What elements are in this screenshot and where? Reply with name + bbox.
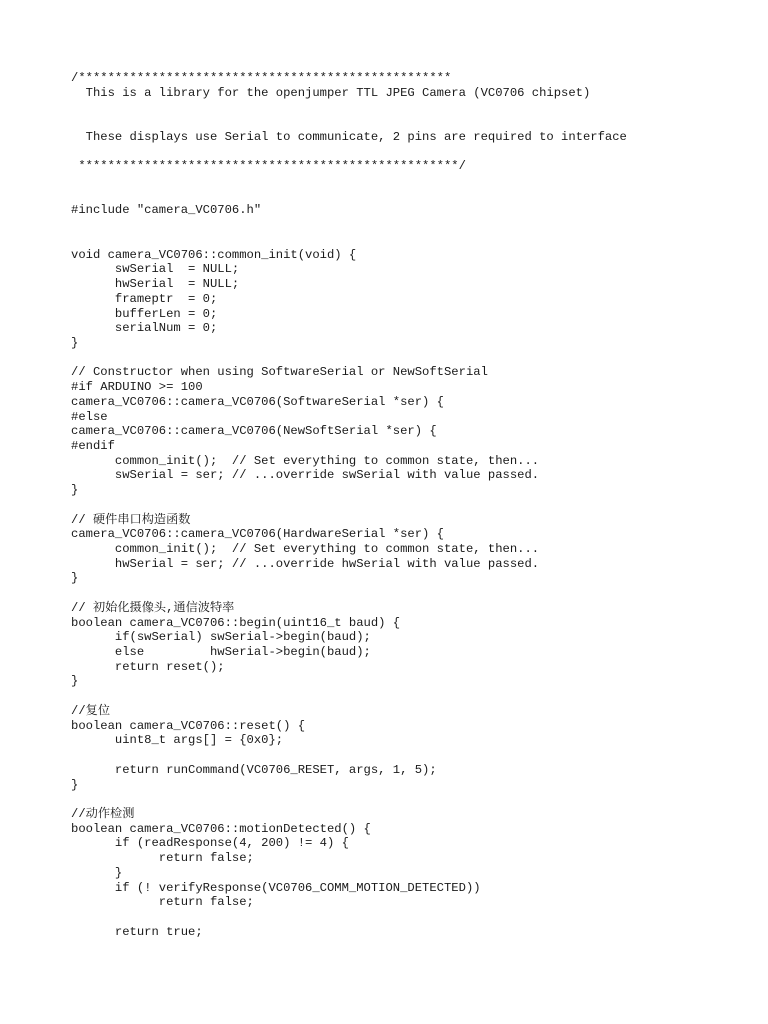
code-line: ****************************************************/ xyxy=(71,159,466,174)
code-line: return false; xyxy=(71,895,254,910)
code-line xyxy=(71,498,627,513)
code-line: } xyxy=(71,865,123,880)
code-line: #endif xyxy=(71,438,115,453)
code-line: return true; xyxy=(71,924,203,939)
code-line: common_init(); // Set everything to common state, then... xyxy=(71,542,540,556)
code-line: frameptr = 0; xyxy=(71,291,218,306)
code-line: uint8_t args[] = {0x0}; xyxy=(71,733,284,748)
code-line: return runCommand(VC0706_RESET, args, 1, 5); xyxy=(71,762,437,777)
code-line xyxy=(71,100,627,115)
code-line: //动作检测 xyxy=(71,806,135,821)
code-line: } xyxy=(71,335,79,350)
code-line: } xyxy=(71,483,79,498)
code-line: boolean camera_VC0706::begin(uint16_t baud) { xyxy=(71,615,401,630)
code-line: void camera_VC0706::common_init(void) { xyxy=(71,247,357,262)
code-line xyxy=(71,233,627,248)
code-line xyxy=(71,115,627,130)
code-line: else hwSerial->begin(baud); xyxy=(71,645,371,660)
code-line xyxy=(71,910,627,925)
code-line xyxy=(71,586,627,601)
code-line: hwSerial = ser; // ...override hwSerial with value passed. xyxy=(71,556,540,571)
code-line: // Constructor when using SoftwareSerial or NewSoftSerial xyxy=(71,365,488,380)
code-line: common_init(); // Set everything to common state, then... xyxy=(71,453,540,468)
code-line xyxy=(71,351,627,366)
code-line: if (! verifyResponse(VC0706_COMM_MOTION_DETECTED)) xyxy=(71,880,481,895)
code-line: #else xyxy=(71,409,108,424)
code-line: return false; xyxy=(71,851,254,866)
code-line: #include "camera_VC0706.h" xyxy=(71,203,262,218)
code-line: if(swSerial) swSerial->begin(baud); xyxy=(71,630,371,645)
code-line xyxy=(71,218,627,233)
code-line xyxy=(71,748,627,763)
code-line: // 初始化摄像头,通信波特率 xyxy=(71,600,235,615)
code-line xyxy=(71,145,627,160)
code-line: //复位 xyxy=(71,703,111,718)
code-line xyxy=(71,189,627,204)
code-line xyxy=(71,792,627,807)
code-line xyxy=(71,174,627,189)
code-line: } xyxy=(71,571,79,586)
code-line: } xyxy=(71,777,79,792)
code-line: boolean camera_VC0706::reset() { xyxy=(71,718,306,733)
code-line: boolean camera_VC0706::motionDetected() { xyxy=(71,821,371,836)
code-line: camera_VC0706::camera_VC0706(SoftwareSerial *ser) { xyxy=(71,394,444,409)
code-line: camera_VC0706::camera_VC0706(HardwareSerial *ser) { xyxy=(71,527,444,542)
code-listing xyxy=(71,71,627,939)
code-line: swSerial = ser; // ...override swSerial with value passed. xyxy=(71,468,540,483)
code-line: camera_VC0706::camera_VC0706(NewSoftSerial *ser) { xyxy=(71,424,437,439)
code-line: These displays use Serial to communicate, 2 pins are required to interface xyxy=(71,129,627,144)
code-line xyxy=(71,689,627,704)
code-line: } xyxy=(71,674,79,689)
code-line: /*************************************************** xyxy=(71,71,452,85)
code-line: serialNum = 0; xyxy=(71,321,218,336)
code-line: This is a library for the openjumper TTL JPEG Camera (VC0706 chipset) xyxy=(71,85,591,100)
code-line: // 硬件串口构造函数 xyxy=(71,512,191,527)
code-line: return reset(); xyxy=(71,659,225,674)
code-line: bufferLen = 0; xyxy=(71,306,218,321)
code-line: hwSerial = NULL; xyxy=(71,277,240,292)
code-line: if (readResponse(4, 200) != 4) { xyxy=(71,836,349,851)
code-line: #if ARDUINO >= 100 xyxy=(71,380,203,395)
code-line: swSerial = NULL; xyxy=(71,262,240,277)
